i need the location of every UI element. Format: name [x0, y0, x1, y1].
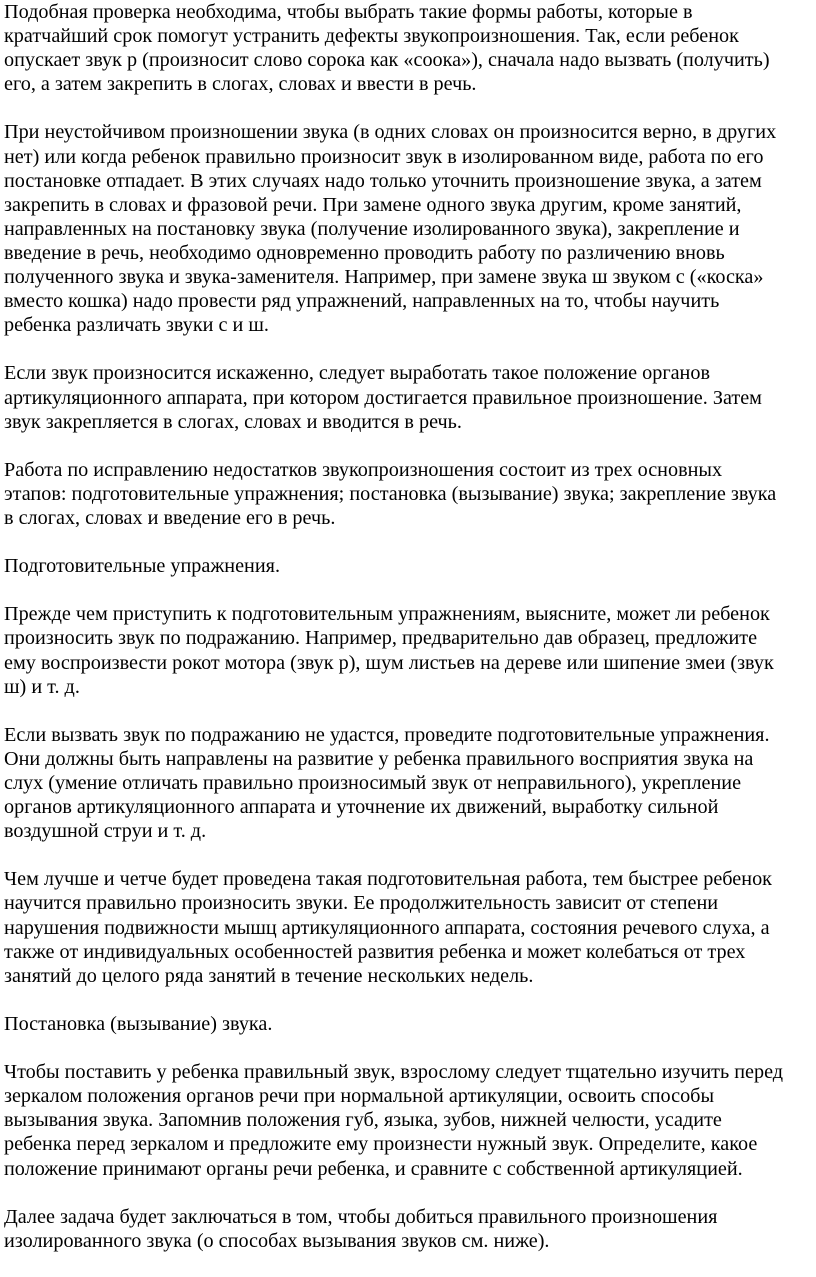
text-line: При неустойчивом произношении звука (в одних словах он произносится верно, в других: [4, 121, 777, 144]
text-line: произносить звук по подражанию. Например, предварительно дав образец, предложите: [4, 627, 758, 650]
text-line: зеркалом положения органов речи при нормальной артикуляции, освоить способы: [4, 1085, 715, 1108]
text-line: Постановка (вызывание) звука.: [4, 1012, 273, 1035]
text-line: Если звук произносится искаженно, следует выработать такое положение органов: [4, 362, 710, 385]
text-line: кратчайший срок помогут устранить дефекты звукопроизношения. Так, если ребенок: [4, 25, 739, 48]
text-line: органов артикуляционного аппарата и уточнение их движений, выработку сильной: [4, 796, 719, 819]
text-line: занятий до целого ряда занятий в течение нескольких недель.: [4, 964, 534, 987]
text-line: Чтобы поставить у ребенка правильный звук, взрослому следует тщательно изучить перед: [4, 1061, 784, 1084]
paragraph: [4, 723, 812, 843]
text-line: полученного звука и звука-заменителя. Например, при замене звука ш звуком с («коска»: [4, 266, 764, 289]
text-line: научится правильно произносить звуки. Ее продолжительность зависит от степени: [4, 892, 719, 915]
text-line: ш) и т. д.: [4, 675, 80, 698]
text-line: Чем лучше и четче будет проведена такая подготовительная работа, тем быстрее ребенок: [4, 868, 772, 891]
text-line: изолированного звука (о способах вызывания звуков см. ниже).: [4, 1229, 550, 1252]
text-line: Если вызвать звук по подражанию не удастся, проведите подготовительные упражнения.: [4, 723, 770, 746]
text-line: направленных на постановку звука (получение изолированного звука), закрепление и: [4, 217, 740, 240]
paragraph: [4, 1205, 812, 1253]
text-line: воздушной струи и т. д.: [4, 820, 207, 843]
paragraph: [4, 0, 812, 96]
text-line: ребенка различать звуки с и ш.: [4, 314, 269, 337]
paragraph: [4, 458, 812, 530]
paragraph: [4, 361, 812, 433]
text-line: ему воспроизвести рокот мотора (звук р), шум листьев на дереве или шипение змеи (звук: [4, 651, 774, 674]
text-line: ребенка перед зеркалом и предложите ему произнести нужный звук. Определите, какое: [4, 1133, 758, 1156]
text-line: в слогах, словах и введение его в речь.: [4, 506, 336, 529]
paragraph: [4, 602, 812, 698]
text-line: нет) или когда ребенок правильно произносит звук в изолированном виде, работа по его: [4, 145, 764, 168]
text-line: опускает звук р (произносит слово сорока как «соока»), сначала надо вызвать (получить): [4, 49, 770, 72]
document-body: [4, 0, 812, 1277]
text-line: артикуляционного аппарата, при котором достигается правильное произношение. Затем: [4, 386, 762, 409]
text-line: Подобная проверка необходима, чтобы выбрать такие формы работы, которые в: [4, 1, 693, 23]
text-line: Подготовительные упражнения.: [4, 555, 280, 578]
text-line: вместо кошка) надо провести ряд упражнений, направленных на то, чтобы научить: [4, 290, 720, 313]
text-line: слух (умение отличать правильно произносимый звук от неправильного), укрепление: [4, 772, 742, 794]
text-line: вызывания звука. Запомнив положения губ, языка, зубов, нижней челюсти, усадите: [4, 1109, 722, 1132]
paragraph: [4, 1060, 812, 1180]
paragraph: [4, 867, 812, 987]
text-line: также от индивидуальных особенностей развития ребенка и может колебаться от трех: [4, 940, 746, 963]
text-line: введение в речь, необходимо одновременно проводить работу по различению вновь: [4, 241, 725, 264]
text-line: звук закрепляется в слогах, словах и вводится в речь.: [4, 410, 462, 433]
text-line: нарушения подвижности мышц артикуляционного аппарата, состояния речевого слуха, а: [4, 916, 770, 939]
text-line: Они должны быть направлены на развитие у ребенка правильного восприятия звука на: [4, 747, 754, 770]
text-line: Далее задача будет заключаться в том, чтобы добиться правильного произношения: [4, 1205, 718, 1228]
text-line: Прежде чем приступить к подготовительным упражнениям, выясните, может ли ребенок: [4, 603, 770, 626]
text-line: Работа по исправлению недостатков звукопроизношения состоит из трех основных: [4, 458, 723, 481]
text-line: его, а затем закрепить в слогах, словах и ввести в речь.: [4, 73, 477, 96]
paragraph: [4, 120, 812, 337]
section-heading: [4, 554, 812, 578]
section-heading: [4, 1012, 812, 1036]
text-line: положение принимают органы речи ребенка, и сравните с собственной артикуляцией.: [4, 1157, 743, 1180]
text-line: этапов: подготовительные упражнения; постановка (вызывание) звука; закрепление звука: [4, 482, 777, 505]
text-line: постановке отпадает. В этих случаях надо только уточнить произношение звука, а затем: [4, 169, 762, 192]
text-line: закрепить в словах и фразовой речи. При замене одного звука другим, кроме занятий,: [4, 193, 742, 216]
